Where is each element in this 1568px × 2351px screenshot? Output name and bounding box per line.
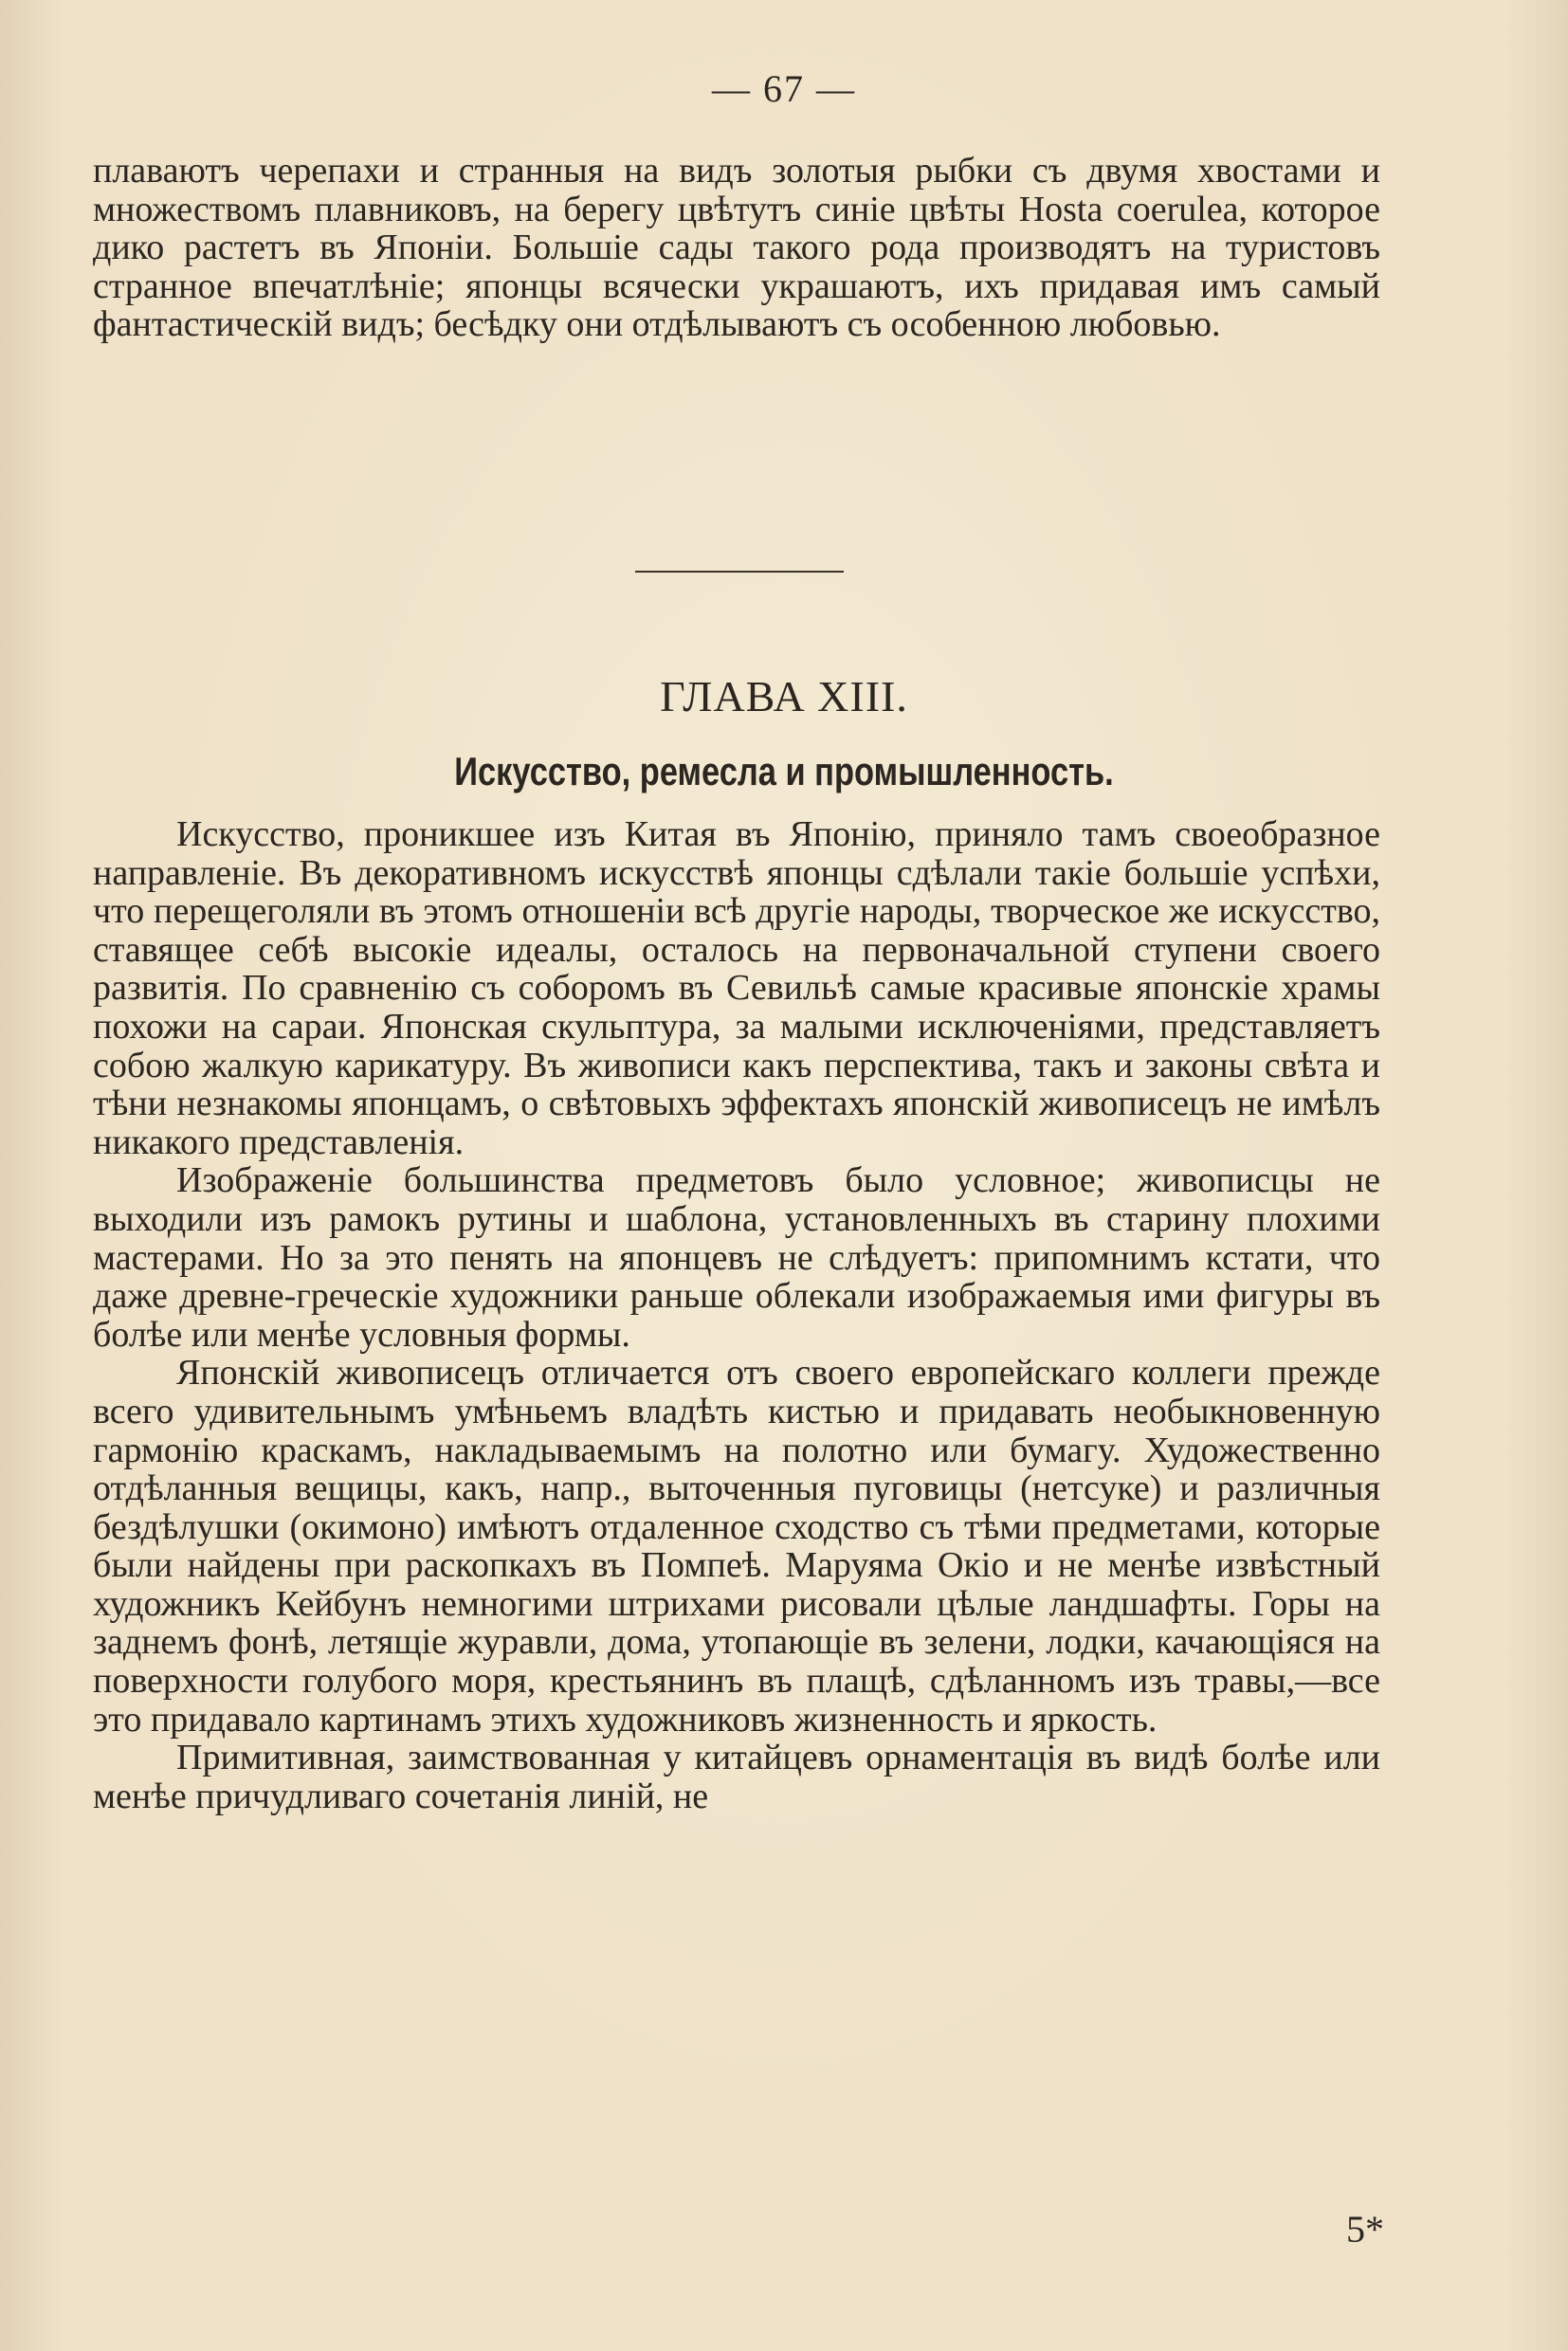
chapter-body bbox=[93, 815, 1380, 1815]
page-number: — 67 — bbox=[712, 67, 856, 110]
section-divider bbox=[635, 571, 844, 573]
paragraph: Изображеніе большинства предметовъ было условное; живописцы не выходили изъ рамокъ рутины и шаблона, установленныхъ въ старину плохими мастерами. Но за это пенять на японцевъ не слѣдуетъ: припомнимъ кстати, что даже древне-греческіе художники раньше облекали изображаемыя ими фигуры въ болѣе или менѣе условныя формы. bbox=[93, 1160, 1380, 1355]
chapter-title: ГЛАВА XIII. bbox=[660, 672, 908, 720]
chapter-subtitle: Искусство, ремесла и промышленность. bbox=[454, 749, 1114, 793]
paragraph: Японскій живописецъ отличается отъ своего европейскаго коллеги прежде всего удивительнымъ умѣньемъ владѣть кистью и придавать необыкновенную гармонію краскамъ, накладываемымъ на полотно или бумагу. Художественно отдѣланныя вещицы, какъ, напр., выточенныя пуговицы (нетсуке) и различныя бездѣлушки (окимоно) имѣютъ отдаленное сходство съ тѣми предметами, которые были найдены при раскопкахъ въ Помпеѣ. Маруяма Окіо и не менѣе извѣстный художникъ Кейбунъ немногими штрихами рисовали цѣлые ландшафты. Горы на заднемъ фонѣ, летящіе журавли, дома, утопающіе въ зелени, лодки, качающіяся на поверхности голубого моря, крестьянинъ въ плащѣ, сдѣланномъ изъ травы,—все это придавало картинамъ этихъ художниковъ жизненность и яркость. bbox=[93, 1353, 1380, 1740]
signature-mark: 5* bbox=[1346, 2208, 1384, 2251]
paragraph-continued: плаваютъ черепахи и странныя на видъ золотыя рыбки съ двумя хвостами и множествомъ плавниковъ, на берегу цвѣтутъ синіе цвѣты Hosta coerulea, которое дико растетъ въ Японіи. Большіе сады такого рода производятъ на туристовъ странное впечатлѣніе; японцы всячески украшаютъ, ихъ придавая имъ самый фантастическій видъ; бесѣдку они отдѣлываютъ съ особенною любовью. bbox=[93, 151, 1380, 345]
paragraph: Примитивная, заимствованная у китайцевъ орнаментація въ видѣ болѣе или менѣе причудливаго сочетанія линій, не bbox=[93, 1738, 1380, 1816]
paragraph: Искусство, проникшее изъ Китая въ Японію, приняло тамъ своеобразное направленіе. Въ декоративномъ искусствѣ японцы сдѣлали такіе большіе успѣхи, что перещеголяли въ этомъ отношеніи всѣ другіе народы, творческое же искусство, ставящее себѣ высокіе идеалы, осталось на первоначальной ступени своего развитія. По сравненію съ соборомъ въ Севильѣ самые красивые японскіе храмы похожи на сараи. Японская скульптура, за малыми исключеніями, представляетъ собою жалкую карикатуру. Въ живописи какъ перспектива, такъ и законы свѣта и тѣни незнакомы японцамъ, о свѣтовыхъ эффектахъ японскій живописецъ не имѣлъ никакого представленія. bbox=[93, 814, 1380, 1162]
top-paragraph-block bbox=[93, 152, 1380, 344]
